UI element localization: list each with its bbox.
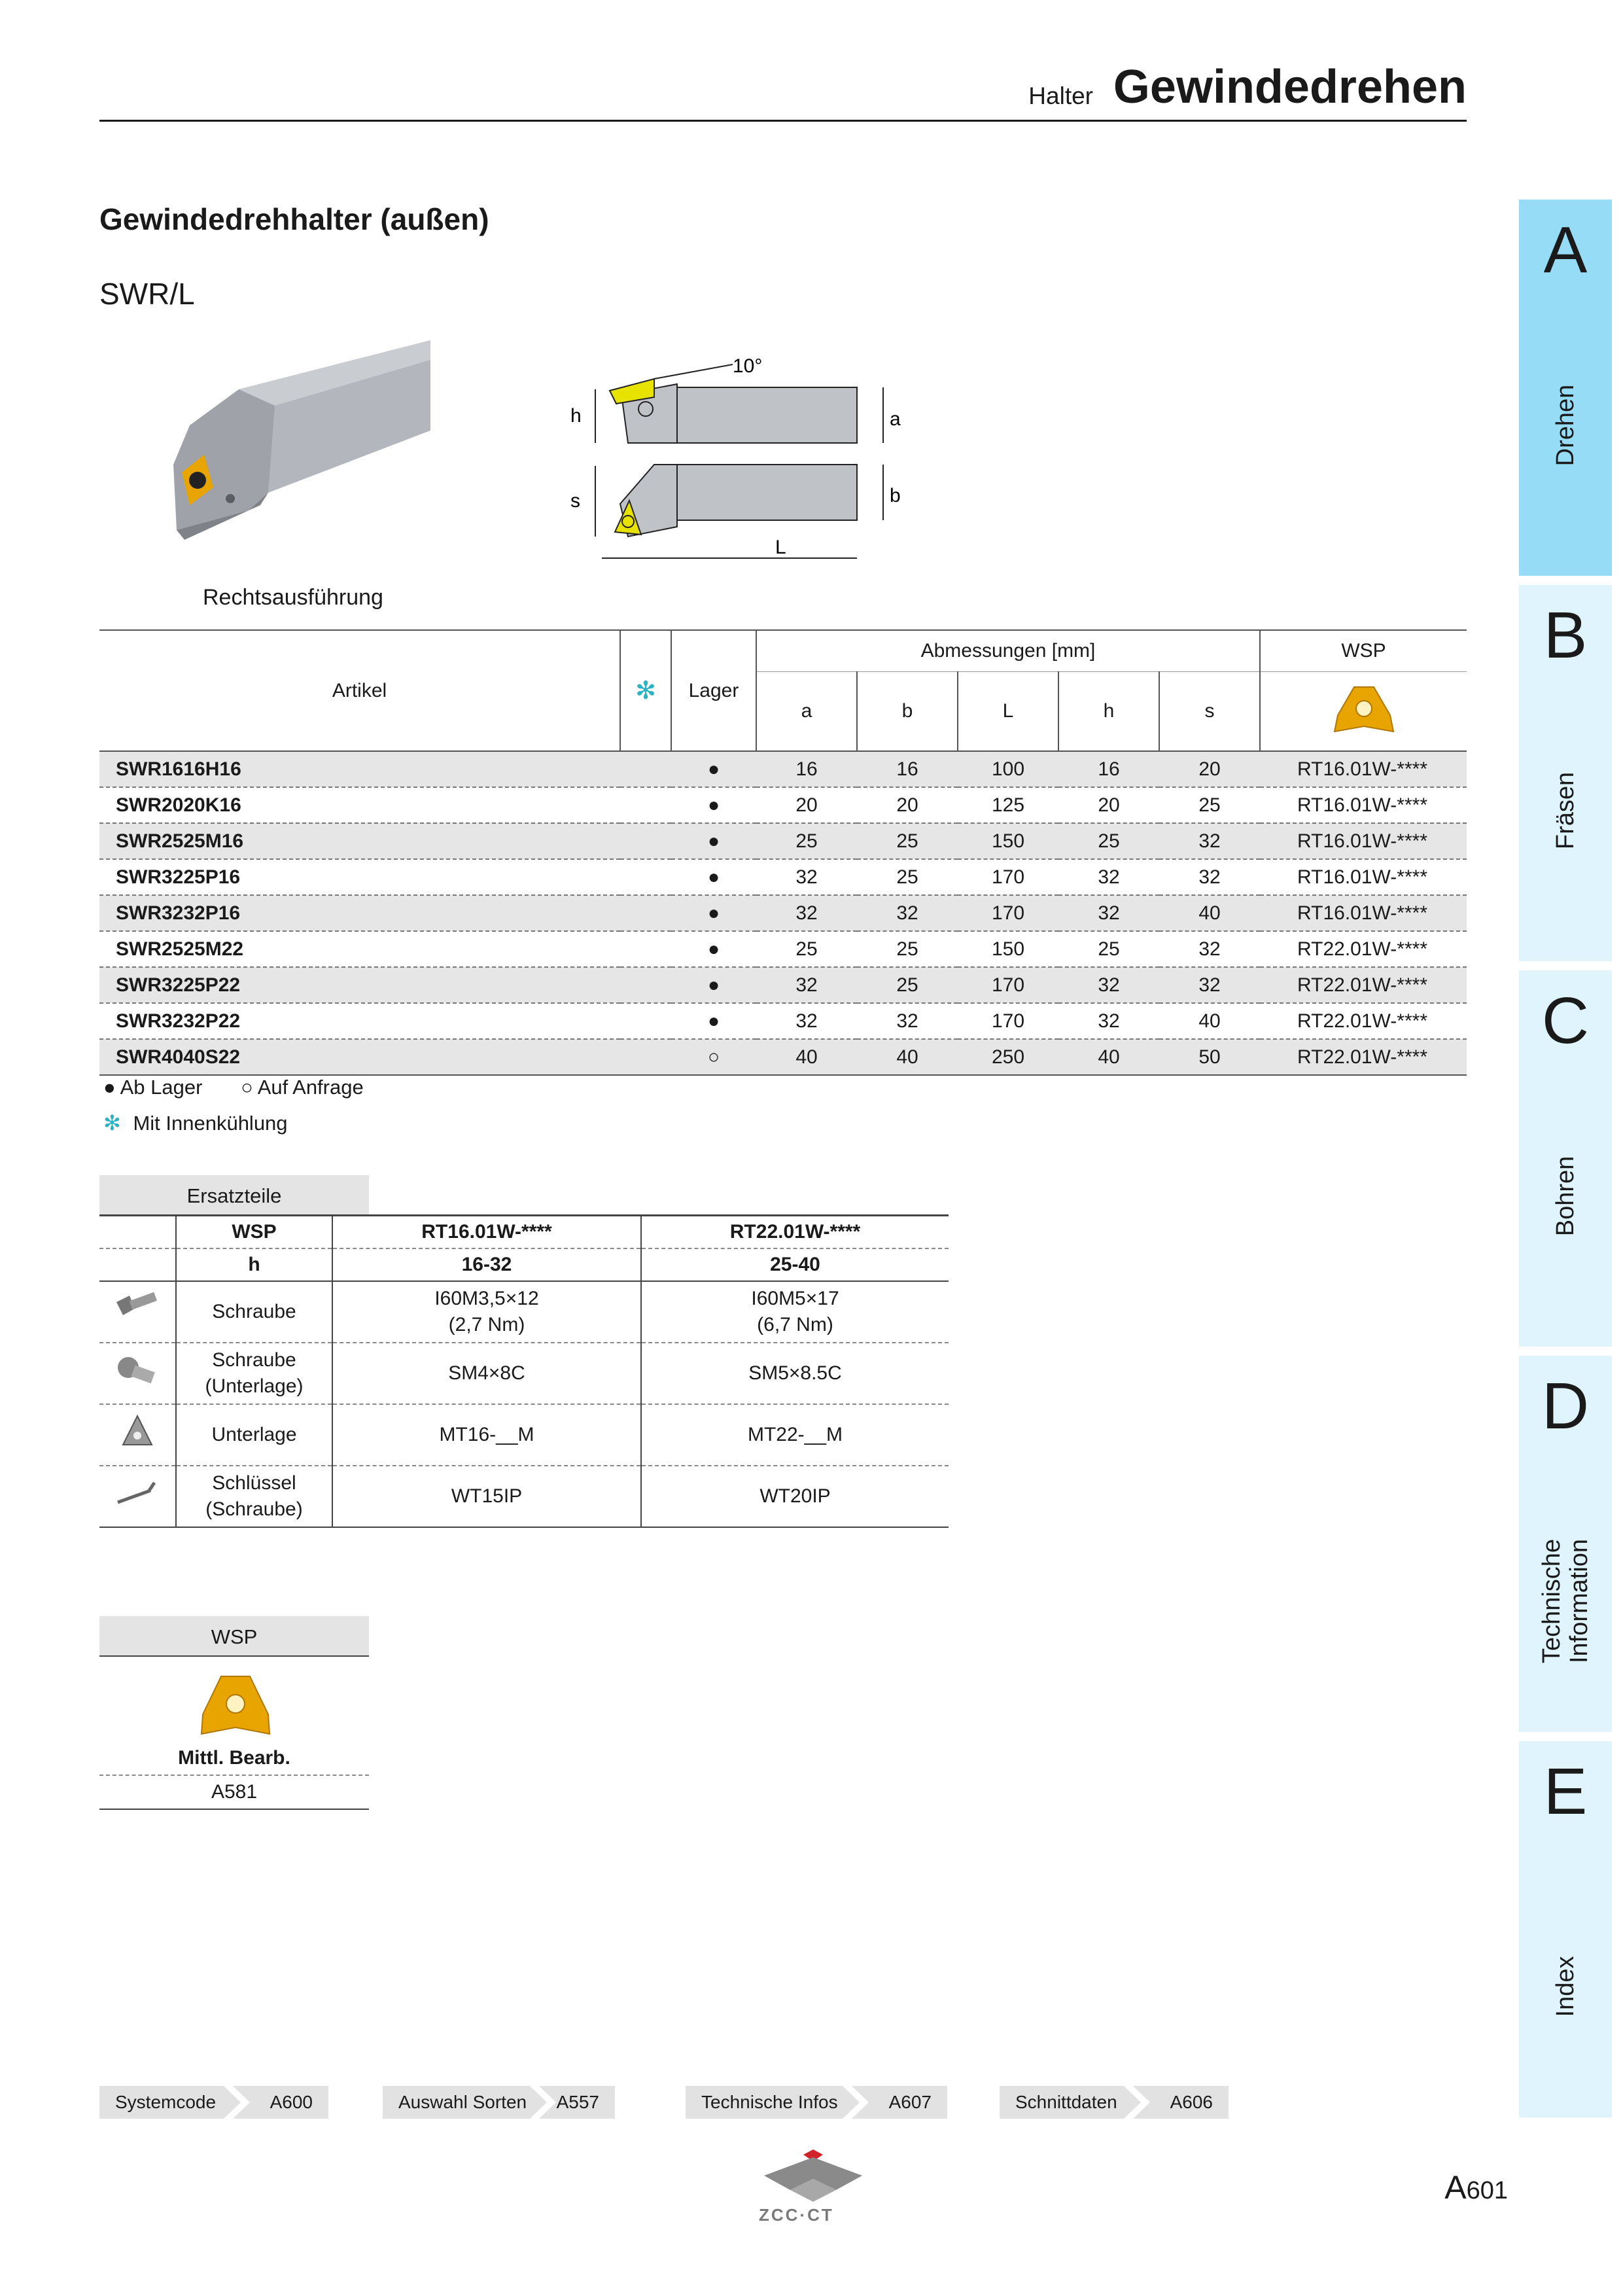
wsp-cell: RT22.01W-**** — [1260, 1039, 1467, 1075]
nav-label: Technische Infos — [701, 2092, 838, 2112]
article-cell: SWR2525M22 — [99, 931, 620, 967]
dim-L-cell: 150 — [958, 823, 1058, 859]
header-title: Gewindedrehen — [1113, 61, 1467, 113]
product-table — [99, 629, 1467, 1076]
variant-label: Rechtsausführung — [203, 585, 383, 610]
dim-a-cell: 25 — [756, 823, 857, 859]
dim-s-cell: 25 — [1159, 787, 1260, 823]
dim-h-cell: 16 — [1058, 751, 1159, 787]
sp-wsp-1: RT16.01W-**** — [332, 1216, 641, 1249]
angle-label: 10° — [733, 355, 763, 377]
sp-label: Schlüssel (Schraube) — [176, 1466, 332, 1527]
nav-page: A607 — [888, 2092, 932, 2112]
legend-on-request: ○ Auf Anfrage — [241, 1076, 364, 1099]
dim-s-cell: 40 — [1159, 1003, 1260, 1039]
spare-parts-table — [99, 1214, 949, 1528]
dim-a: a — [890, 408, 901, 430]
page-num: 601 — [1466, 2177, 1508, 2204]
page-number — [1444, 2168, 1508, 2206]
chevron-right-icon — [843, 2086, 869, 2119]
dim-b-cell: 16 — [857, 751, 958, 787]
dim-a-cell: 32 — [756, 1003, 857, 1039]
side-tab-letter: B — [1543, 599, 1588, 672]
col-dim-h: h — [1058, 672, 1159, 752]
legend-in-stock: ● Ab Lager — [103, 1076, 203, 1099]
dim-s-cell: 20 — [1159, 751, 1260, 787]
coolant-cell — [620, 787, 671, 823]
table-row — [99, 751, 1467, 787]
shim-screw-icon — [99, 1343, 176, 1404]
dim-L-cell: 150 — [958, 931, 1058, 967]
coolant-cell — [620, 859, 671, 895]
coolant-cell — [620, 1003, 671, 1039]
dim-a-cell: 16 — [756, 751, 857, 787]
article-cell: SWR3232P16 — [99, 895, 620, 931]
wsp-cell: RT16.01W-**** — [1260, 823, 1467, 859]
dim-b-cell: 25 — [857, 967, 958, 1003]
coolant-cell — [620, 931, 671, 967]
table-row — [99, 1003, 1467, 1039]
side-tab-fraesen[interactable] — [1519, 585, 1612, 961]
sp-wsp-2: RT22.01W-**** — [641, 1216, 949, 1249]
header-rule — [99, 120, 1467, 122]
chevron-right-icon — [1124, 2086, 1150, 2119]
wsp-cell: RT16.01W-**** — [1260, 859, 1467, 895]
dim-s-cell: 32 — [1159, 859, 1260, 895]
dim-h-cell: 20 — [1058, 787, 1159, 823]
table-row — [99, 859, 1467, 895]
sp-row — [99, 1404, 949, 1466]
nav-label: Schnittdaten — [1015, 2092, 1117, 2112]
side-tab-technische-information[interactable] — [1519, 1356, 1612, 1732]
nav-auswahl-sorten[interactable] — [383, 2086, 615, 2119]
sp-label: Schraube (Unterlage) — [176, 1343, 332, 1404]
page-prefix: A — [1444, 2169, 1467, 2206]
dim-h: h — [570, 405, 582, 427]
dim-s-cell: 40 — [1159, 895, 1260, 931]
article-cell: SWR4040S22 — [99, 1039, 620, 1075]
stock-cell: ● — [671, 895, 756, 931]
dim-L-cell: 250 — [958, 1039, 1058, 1075]
logo-text: ZCC·CT — [759, 2205, 834, 2225]
dim-s-cell: 50 — [1159, 1039, 1260, 1075]
page-title: Gewindedrehhalter (außen) — [99, 202, 489, 236]
dim-b: b — [890, 485, 901, 506]
sp-value: WT20IP — [641, 1466, 949, 1527]
col-lager: Lager — [671, 630, 756, 751]
stock-cell: ○ — [671, 1039, 756, 1075]
coolant-icon: ✻ — [635, 677, 656, 705]
nav-page: A606 — [1170, 2092, 1213, 2112]
col-dim-s: s — [1159, 672, 1260, 752]
dim-L-cell: 125 — [958, 787, 1058, 823]
dim-b-cell: 25 — [857, 859, 958, 895]
stock-cell: ● — [671, 1003, 756, 1039]
dim-h-cell: 32 — [1058, 895, 1159, 931]
legend-coolant-label: Mit Innenkühlung — [133, 1112, 288, 1135]
side-tab-label: Drehen — [1552, 384, 1579, 467]
sp-value: I60M5×17 (6,7 Nm) — [641, 1281, 949, 1343]
dim-a-cell: 25 — [756, 931, 857, 967]
sp-row — [99, 1281, 949, 1343]
sp-h-2: 25-40 — [641, 1248, 949, 1281]
stock-cell: ● — [671, 967, 756, 1003]
key-icon — [99, 1466, 176, 1527]
dim-b-cell: 40 — [857, 1039, 958, 1075]
wsp-insert-icon — [1260, 672, 1467, 752]
nav-page: A600 — [270, 2092, 313, 2112]
stock-cell: ● — [671, 931, 756, 967]
nav-page: A557 — [556, 2092, 599, 2112]
header-section: Halter — [1028, 82, 1093, 109]
sp-value: MT22-__M — [641, 1404, 949, 1466]
dim-h-cell: 32 — [1058, 967, 1159, 1003]
sp-value: I60M3,5×12 (2,7 Nm) — [332, 1281, 641, 1343]
dim-b-cell: 32 — [857, 1003, 958, 1039]
sp-h-1: 16-32 — [332, 1248, 641, 1281]
dim-s-cell: 32 — [1159, 931, 1260, 967]
nav-schnittdaten[interactable] — [1000, 2086, 1229, 2119]
sp-head-wsp: WSP — [176, 1216, 332, 1249]
article-cell: SWR2020K16 — [99, 787, 620, 823]
dim-b-cell: 32 — [857, 895, 958, 931]
dim-a-cell: 40 — [756, 1039, 857, 1075]
nav-label: Systemcode — [115, 2092, 217, 2112]
col-coolant — [620, 630, 671, 751]
dim-b-cell: 25 — [857, 931, 958, 967]
table-row — [99, 1039, 1467, 1075]
sp-row — [99, 1466, 949, 1527]
legend-stock — [103, 1076, 364, 1099]
coolant-cell — [620, 1039, 671, 1075]
dim-L-cell: 170 — [958, 859, 1058, 895]
dim-h-cell: 40 — [1058, 1039, 1159, 1075]
col-article: Artikel — [99, 630, 620, 751]
coolant-cell — [620, 967, 671, 1003]
technical-drawing — [556, 350, 975, 573]
side-tab-letter: E — [1543, 1755, 1588, 1828]
sp-value: SM4×8C — [332, 1343, 641, 1404]
sp-value: MT16-__M — [332, 1404, 641, 1466]
col-dims: Abmessungen [mm] — [756, 630, 1260, 672]
dim-s: s — [570, 490, 580, 512]
sp-label: Schraube — [176, 1281, 332, 1343]
dim-s-cell: 32 — [1159, 967, 1260, 1003]
side-tab-index[interactable] — [1519, 1741, 1612, 2117]
side-tab-bohren[interactable] — [1519, 970, 1612, 1347]
col-dim-b: b — [857, 672, 958, 752]
article-cell: SWR2525M16 — [99, 823, 620, 859]
sp-value: SM5×8.5C — [641, 1343, 949, 1404]
sp-value: WT15IP — [332, 1466, 641, 1527]
dim-L-cell: 100 — [958, 751, 1058, 787]
article-cell: SWR1616H16 — [99, 751, 620, 787]
stock-cell: ● — [671, 823, 756, 859]
wsp-box-page-link[interactable]: A581 — [99, 1781, 369, 1810]
table-row — [99, 967, 1467, 1003]
sp-row — [99, 1343, 949, 1404]
dim-L-cell: 170 — [958, 1003, 1058, 1039]
coolant-cell — [620, 895, 671, 931]
sp-head-h: h — [176, 1248, 332, 1281]
dim-b-cell: 20 — [857, 787, 958, 823]
nav-technische-infos[interactable] — [686, 2086, 947, 2119]
wsp-cell: RT16.01W-**** — [1260, 787, 1467, 823]
col-dim-L: L — [958, 672, 1058, 752]
chevron-right-icon — [530, 2086, 556, 2119]
dim-b-cell: 25 — [857, 823, 958, 859]
table-row — [99, 931, 1467, 967]
legend-coolant — [103, 1110, 288, 1135]
wsp-cell: RT16.01W-**** — [1260, 751, 1467, 787]
sp-label: Unterlage — [176, 1404, 332, 1466]
dim-h-cell: 25 — [1058, 823, 1159, 859]
stock-cell: ● — [671, 787, 756, 823]
side-tab-label: Bohren — [1552, 1156, 1579, 1237]
nav-systemcode[interactable] — [99, 2086, 328, 2119]
col-dim-a: a — [756, 672, 857, 752]
dim-a-cell: 32 — [756, 895, 857, 931]
col-wsp: WSP — [1260, 630, 1467, 672]
coolant-cell — [620, 751, 671, 787]
nav-label: Auswahl Sorten — [398, 2092, 527, 2112]
dim-a-cell: 32 — [756, 967, 857, 1003]
page-subtitle: SWR/L — [99, 277, 195, 311]
dim-a-cell: 32 — [756, 859, 857, 895]
dim-s-cell: 32 — [1159, 823, 1260, 859]
side-tab-drehen[interactable] — [1519, 200, 1612, 576]
wsp-cell: RT22.01W-**** — [1260, 967, 1467, 1003]
dim-h-cell: 32 — [1058, 1003, 1159, 1039]
dim-L-cell: 170 — [958, 895, 1058, 931]
dim-a-cell: 20 — [756, 787, 857, 823]
side-tab-label: Index — [1552, 1956, 1579, 2017]
table-row — [99, 895, 1467, 931]
dim-h-cell: 32 — [1058, 859, 1159, 895]
side-tab-letter: A — [1543, 213, 1588, 287]
insert-icon — [196, 1667, 275, 1739]
dim-h-cell: 25 — [1058, 931, 1159, 967]
chevron-right-icon — [224, 2086, 250, 2119]
stock-cell: ● — [671, 751, 756, 787]
coolant-cell — [620, 823, 671, 859]
dim-L: L — [775, 537, 786, 558]
tool-holder-image — [150, 334, 438, 543]
article-cell: SWR3225P16 — [99, 859, 620, 895]
wsp-cell: RT22.01W-**** — [1260, 1003, 1467, 1039]
side-tab-label: Fräsen — [1552, 771, 1579, 850]
wsp-cell: RT22.01W-**** — [1260, 931, 1467, 967]
wsp-box-label: Mittl. Bearb. — [99, 1747, 369, 1776]
coolant-legend-icon: ✻ — [103, 1111, 121, 1135]
side-tab-letter: C — [1541, 984, 1590, 1057]
stock-cell: ● — [671, 859, 756, 895]
shim-icon — [99, 1404, 176, 1466]
article-cell: SWR3232P22 — [99, 1003, 620, 1039]
table-row — [99, 823, 1467, 859]
dim-L-cell: 170 — [958, 967, 1058, 1003]
side-tab-label: Technische Information — [1538, 1538, 1593, 1664]
side-tab-letter: D — [1541, 1369, 1590, 1443]
table-row — [99, 787, 1467, 823]
spare-parts-title: Ersatzteile — [99, 1175, 369, 1214]
zcc-ct-logo — [758, 2149, 869, 2205]
screw-icon — [99, 1281, 176, 1343]
wsp-box-title: WSP — [99, 1616, 369, 1657]
wsp-cell: RT16.01W-**** — [1260, 895, 1467, 931]
article-cell: SWR3225P22 — [99, 967, 620, 1003]
